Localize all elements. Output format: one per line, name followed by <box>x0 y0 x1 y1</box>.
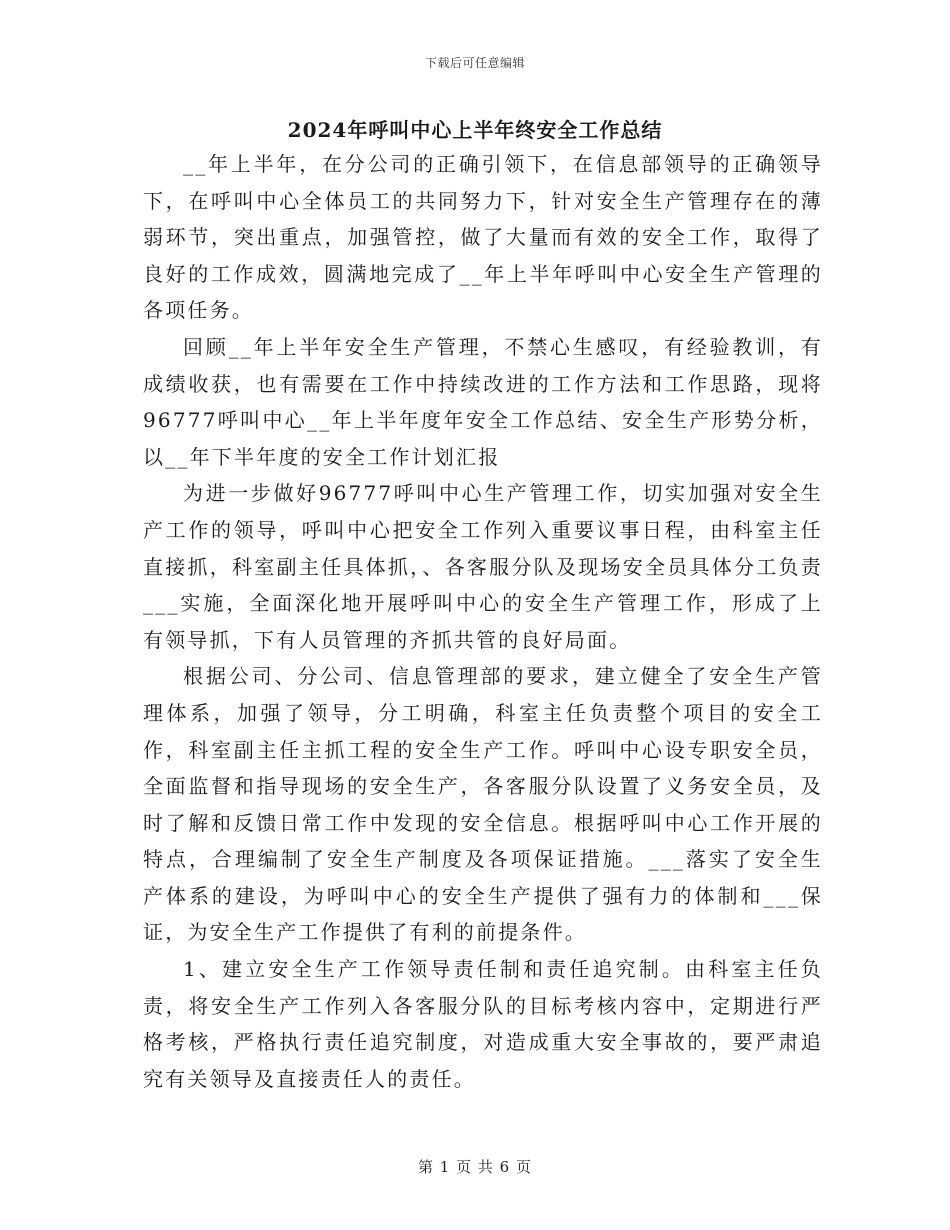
paragraph-leadership: 为进一步做好96777呼叫中心生产管理工作，切实加强对安全生产工作的领导，呼叫中心把安全工作列入重要议事日程，由科室主任直接抓，科室副主任具体抓，、各客服分队及现场安全员具体分工负责___实施，全面深化地开展呼叫中心的安全生产管理工作，形成了上有领导抓，下有人员管理的齐抓共管的良好局面。 <box>143 481 823 652</box>
page-number: 第 1 页 共 6 页 <box>418 1158 532 1176</box>
document-body <box>143 146 823 1097</box>
header-note: 下载后可任意编辑 <box>424 56 525 70</box>
document-title: 2024年呼叫中心上半年终安全工作总结 <box>287 118 663 142</box>
paragraph-system: 根据公司、分公司、信息管理部的要求，建立健全了安全生产管理体系，加强了领导，分工明确，科室主任负责整个项目的安全工作，科室副主任主抓工程的安全生产工作。呼叫中心设专职安全员，全面监督和指导现场的安全生产，各客服分队设置了义务安全员，及时了解和反馈日常工作中发现的安全信息。根据呼叫中心工作开展的特点，合理编制了安全生产制度及各项保证措施。___落实了安全生产体系的建设，为呼叫中心的安全生产提供了强有力的体制和___保证，为安全生产工作提供了有利的前提条件。 <box>143 664 823 945</box>
paragraph-item-1: 1、建立安全生产工作领导责任制和责任追究制。由科室主任负责，将安全生产工作列入各客服分队的目标考核内容中，定期进行严格考核，严格执行责任追究制度，对造成重大安全事故的，要严肃追究有关领导及直接责任人的责任。 <box>143 957 823 1091</box>
paragraph-intro: __年上半年，在分公司的正确引领下，在信息部领导的正确领导下，在呼叫中心全体员工的共同努力下，针对安全生产管理存在的薄弱环节，突出重点，加强管控，做了大量而有效的安全工作，取得了良好的工作成效，圆满地完成了__年上半年呼叫中心安全生产管理的各项任务。 <box>143 152 823 323</box>
paragraph-review: 回顾__年上半年安全生产管理，不禁心生感叹，有经验教训，有成绩收获，也有需要在工作中持续改进的工作方法和工作思路，现将96777呼叫中心__年上半年度年安全工作总结、安全生产形势分析，以__年下半年度的安全工作计划汇报 <box>143 334 823 469</box>
